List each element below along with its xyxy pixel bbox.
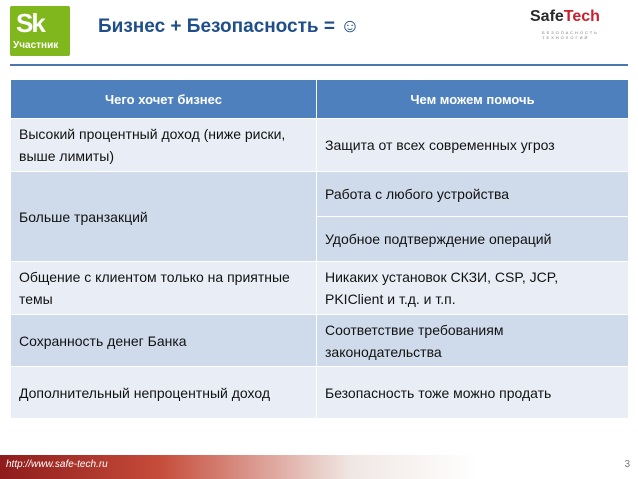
header-divider: [10, 64, 628, 66]
brand-part-b: Tech: [563, 8, 600, 25]
table-header-row: [11, 80, 629, 119]
footer-bar: [0, 455, 638, 479]
table-row: [11, 262, 629, 315]
table-row: [11, 315, 629, 367]
table-cell-right: Защита от всех современных угроз: [317, 119, 629, 172]
comparison-table: [10, 79, 629, 419]
table-cell-right: Соответствие требованиям законодательства: [317, 315, 629, 367]
table-row: [11, 119, 629, 172]
table-row: [11, 367, 629, 419]
table-cell-left: Сохранность денег Банка: [11, 315, 317, 367]
brand-part-a: Safe: [530, 8, 564, 25]
table-cell-right: Удобное подтверждение операций: [317, 217, 629, 262]
column-header-business-wants: Чего хочет бизнес: [11, 80, 317, 119]
table-cell-left: Дополнительный непроцентный доход: [11, 367, 317, 419]
table-cell-right: Безопасность тоже можно продать: [317, 367, 629, 419]
page-number: 3: [624, 459, 630, 470]
safetech-logo-wordmark: [530, 8, 600, 26]
sk-logo-caption: Участник: [13, 40, 59, 51]
slide-title: Бизнес + Безопасность = ☺: [98, 16, 360, 37]
table-row: [11, 172, 629, 217]
footer-url-link[interactable]: http://www.safe-tech.ru: [6, 459, 108, 470]
table-cell-right: Работа с любого устройства: [317, 172, 629, 217]
table-cell-right: Никаких установок СКЗИ, CSP, JCP, PKIClient и т.д. и т.п.: [317, 262, 629, 315]
sk-logo-text: Sk: [16, 8, 44, 38]
table-cell-left: Больше транзакций: [11, 172, 317, 262]
safetech-logo: [530, 6, 630, 40]
table-cell-left: Общение с клиентом только на приятные темы: [11, 262, 317, 315]
safetech-logo-tagline: БЕЗОПАСНОСТЬ ТЕХНОЛОГИЙ: [542, 30, 599, 40]
sk-logo: [10, 6, 70, 56]
column-header-how-we-help: Чем можем помочь: [317, 80, 629, 119]
table-cell-left: Высокий процентный доход (ниже риски, выше лимиты): [11, 119, 317, 172]
